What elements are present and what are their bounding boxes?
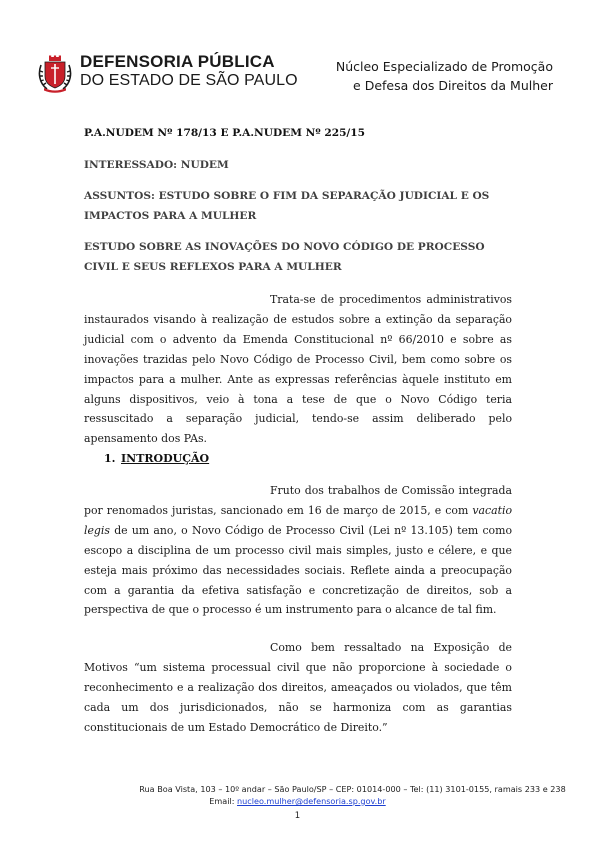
organization-name-line1: DEFENSORIA PÚBLICA <box>80 52 275 71</box>
body-paragraph-3 <box>84 638 512 738</box>
department-line1: Núcleo Especializado de Promoção <box>335 59 553 74</box>
page-footer <box>0 783 595 807</box>
section-title: INTRODUÇÃO <box>121 452 210 465</box>
body-paragraph-2-text-b: de um ano, o Novo Código de Processo Civil (Lei nº 13.105) tem como escopo a disciplina de um processo civil mais simples, justo e célere, e que esteja mais próximo das necessidades sociais. Reflete ainda a preocupação com a garantia da efetiva satisfação e concretização de direitos, sob a perspectiva de que o processo é um instrumento para o alcance de tal fim. <box>84 523 512 617</box>
section-number: 1. <box>104 452 116 465</box>
intro-paragraph-text: Trata-se de procedimentos administrativos instaurados visando à realização de estudos sobre a extinção da separação judicial com o advento da Emenda Constitucional nº 66/2010 e sobre as inovações trazidas pelo Novo Código de Processo Civil, bem como sobre os impactos para a mulher. Ante as expressas referências àquele instituto em alguns dispositivos, veio à tona a tese de que o Novo Código teria ressuscitado a separação judicial, tendo-se assim deliberado pelo apensamento dos PAs. <box>84 293 512 446</box>
intro-paragraph <box>84 290 512 449</box>
process-reference: P.A.NUDEM Nº 178/13 E P.A.NUDEM Nº 225/15 <box>84 127 366 139</box>
body-paragraph-3-text: Como bem ressaltado na Exposição de Motivos “um sistema processual civil que não proporcione à sociedade o reconhecimento e a realização dos direitos, ameaçados ou violados, que têm cada um dos jurisdicionados, não se harmoniza com as garantias constitucionais de um Estado Democrático de Direito.” <box>84 641 512 734</box>
footer-email-row <box>0 795 595 807</box>
department-line2: e Defesa dos Direitos da Mulher <box>353 78 553 93</box>
body-paragraph-2-italic: vacatio legis <box>84 503 512 537</box>
organization-name-line2: DO ESTADO DE SÃO PAULO <box>80 72 298 89</box>
body-paragraph-2-text-a: Fruto dos trabalhos de Comissão integrada por renomados juristas, sancionado em 16 de março de 2015, e com <box>84 484 512 517</box>
footer-email-label: Email: <box>209 796 238 806</box>
subject-heading: ASSUNTOS: ESTUDO SOBRE O FIM DA SEPARAÇÃO JUDICIAL E OS IMPACTOS PARA A MULHER <box>84 190 490 222</box>
body-paragraph-2 <box>84 481 512 620</box>
study-heading: ESTUDO SOBRE AS INOVAÇÕES DO NOVO CÓDIGO DE PROCESSO CIVIL E SEUS REFLEXOS PARA A MULHER <box>84 241 485 273</box>
page-number: 1 <box>294 811 301 821</box>
department-name <box>336 57 553 95</box>
sao-paulo-coat-of-arms-icon <box>38 55 72 93</box>
interested-party: INTERESSADO: NUDEM <box>84 159 229 171</box>
organization-name <box>80 53 298 89</box>
section-heading <box>104 452 209 465</box>
footer-email-link[interactable]: nucleo.mulher@defensoria.sp.gov.br <box>237 796 386 806</box>
footer-address: Rua Boa Vista, 103 – 10º andar – São Paulo/SP – CEP: 01014-000 – Tel: (11) 3101-0155, ramais 233 e 238 <box>139 784 566 794</box>
